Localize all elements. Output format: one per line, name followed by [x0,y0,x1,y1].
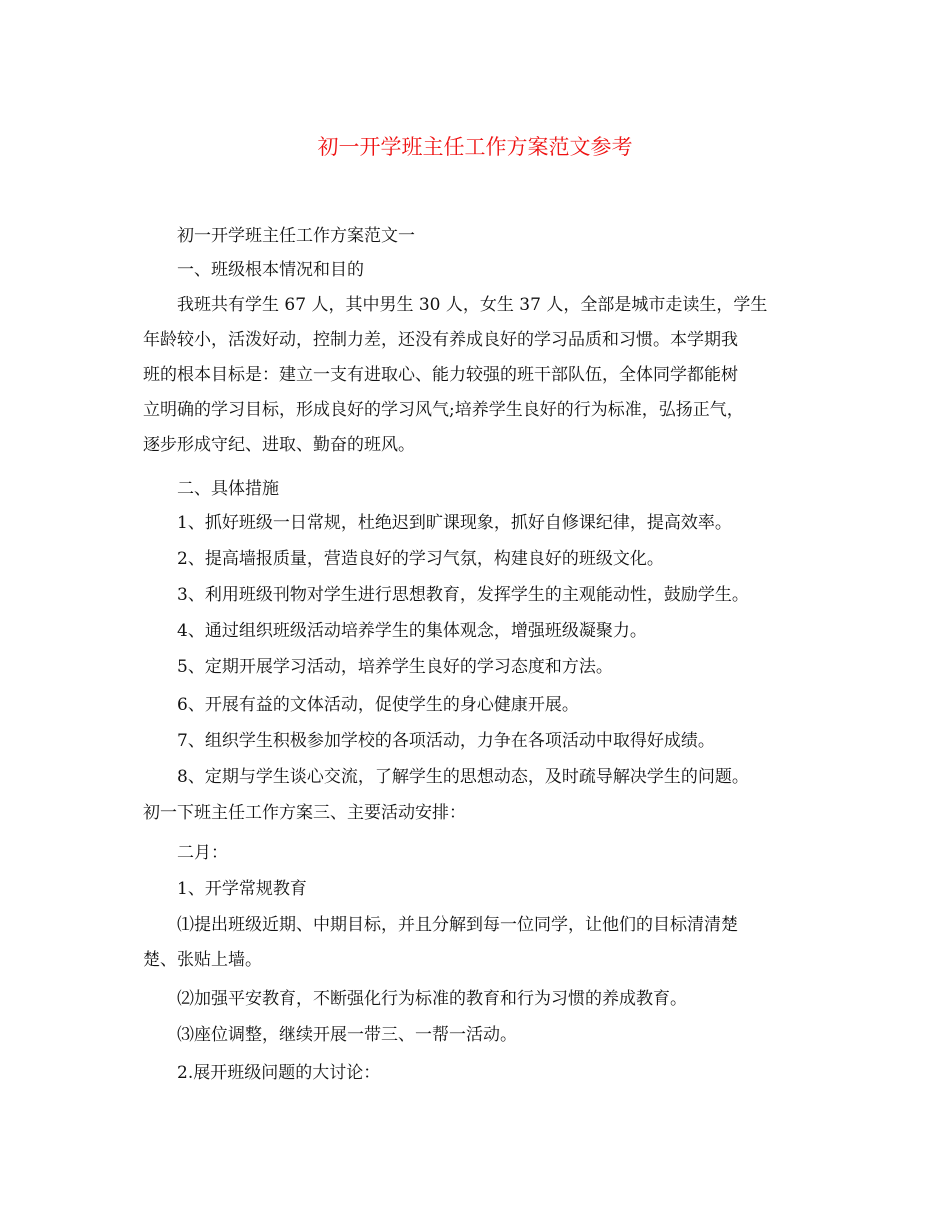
measure-item-4: 4、通过组织班级活动培养学生的集体观念，增强班级凝聚力。 [177,621,647,641]
measure-item-5: 5、定期开展学习活动，培养学生良好的学习态度和方法。 [177,657,613,677]
measure-item-1: 1、抓好班级一日常规，杜绝迟到旷课现象，抓好自修课纪律，提高效率。 [177,513,732,533]
measure-item-7: 7、组织学生积极参加学校的各项活动，力争在各项活动中取得好成绩。 [177,731,715,751]
paragraph-1-line-3: 班的根本目标是：建立一支有进取心、能力较强的班干部队伍，全体同学都能树 [143,365,738,385]
month-heading: 二月： [177,843,228,863]
activity-item-2-heading: 2.展开班级问题的大讨论： [177,1063,381,1083]
paragraph-1-line-4: 立明确的学习目标，形成良好的学习风气;培养学生良好的行为标准，弘扬正气， [143,400,744,420]
measure-item-2: 2、提高墙报质量，营造良好的学习气氛，构建良好的班级文化。 [177,549,664,569]
measure-item-6: 6、开展有益的文体活动，促使学生的身心健康开展。 [177,695,579,715]
paragraph-1-line-2: 年龄较小，活泼好动，控制力差，还没有养成良好的学习品质和习惯。本学期我 [143,330,738,350]
paragraph-1-line-1: 我班共有学生 67 人，其中男生 30 人，女生 37 人，全部是城市走读生，学生 [177,295,768,315]
sub-item-2: ⑵加强平安教育，不断强化行为标准的教育和行为习惯的养成教育。 [177,989,687,1009]
sub-item-1-line-1: ⑴提出班级近期、中期目标，并且分解到每一位同学，让他们的目标清清楚 [177,915,738,935]
sub-item-3: ⑶座位调整，继续开展一带三、一帮一活动。 [177,1025,517,1045]
subtitle: 初一开学班主任工作方案范文一 [177,226,415,246]
paragraph-1-line-5: 逐步形成守纪、进取、勤奋的班风。 [143,435,415,455]
section-1-heading: 一、班级根本情况和目的 [177,260,364,280]
continuation-line: 初一下班主任工作方案三、主要活动安排： [143,803,466,823]
activity-item-1-heading: 1、开学常规教育 [177,879,307,899]
sub-item-1-line-2: 楚、张贴上墙。 [143,950,262,970]
measure-item-3: 3、利用班级刊物对学生进行思想教育，发挥学生的主观能动性，鼓励学生。 [177,585,749,605]
section-2-heading: 二、具体措施 [177,479,279,499]
measure-item-8: 8、定期与学生谈心交流，了解学生的思想动态，及时疏导解决学生的问题。 [177,767,749,787]
document-title: 初一开学班主任工作方案范文参考 [317,135,633,159]
